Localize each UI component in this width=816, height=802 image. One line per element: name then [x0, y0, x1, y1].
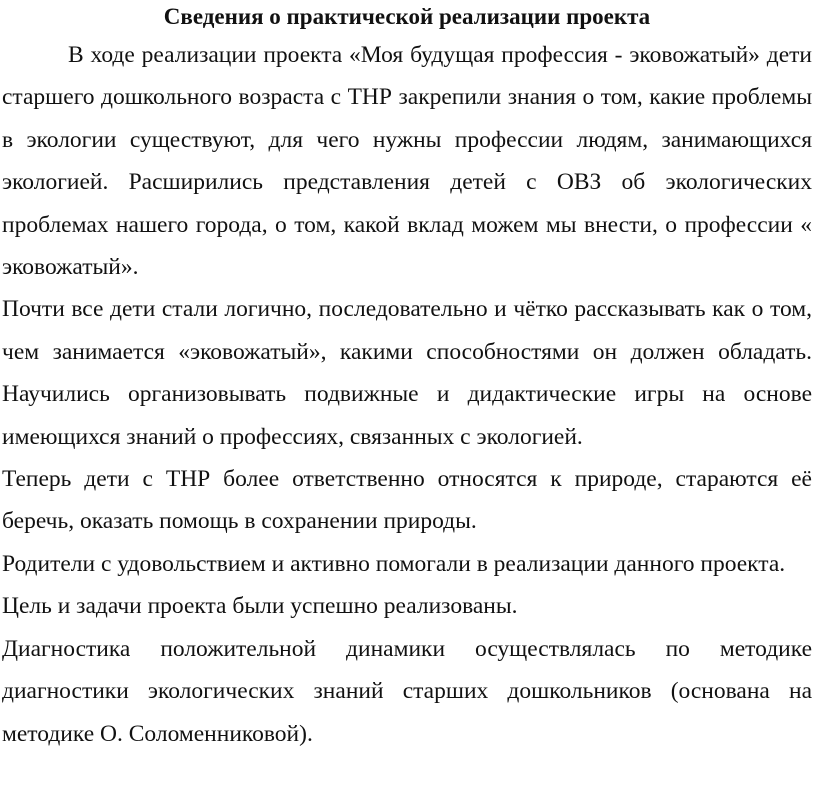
paragraph-diagnostics: Диагностика положительной динамики осуществлялась по методике диагностики экологических знаний старших дошкольников (основана на методике О. Соломенниковой).: [2, 635, 812, 747]
document-title: Сведения о практической реализации проекта: [163, 4, 651, 29]
paragraph-intro: В ходе реализации проекта «Моя будущая профессия - эковожатый» дети старшего дошкольного возраста с ТНР закрепили знания о том, какие проблемы в экологии существуют, для чего нужны профессии людям, занимающихся экологией. Расширились представления детей с ОВЗ об экологических проблемах нашего города, о том, какой вклад можем мы внести, о профессии « эковожатый».: [2, 42, 812, 281]
paragraph-skills: Почти все дети стали логично, последовательно и чётко рассказывать как о том, чем занимается «эковожатый», какими способностями он должен обладать. Научились организовывать подвижные и дидактические игры на основе имеющихся знаний о профессиях, связанных с экологией.: [2, 296, 812, 450]
paragraph-nature: Теперь дети с ТНР более ответственно относятся к природе, стараются её беречь, оказать помощь в сохранении природы.: [2, 466, 812, 535]
paragraph-goals: Цель и задачи проекта были успешно реализованы.: [2, 593, 518, 620]
paragraph-parents: Родители с удовольствием и активно помогали в реализации данного проекта.: [2, 550, 786, 577]
